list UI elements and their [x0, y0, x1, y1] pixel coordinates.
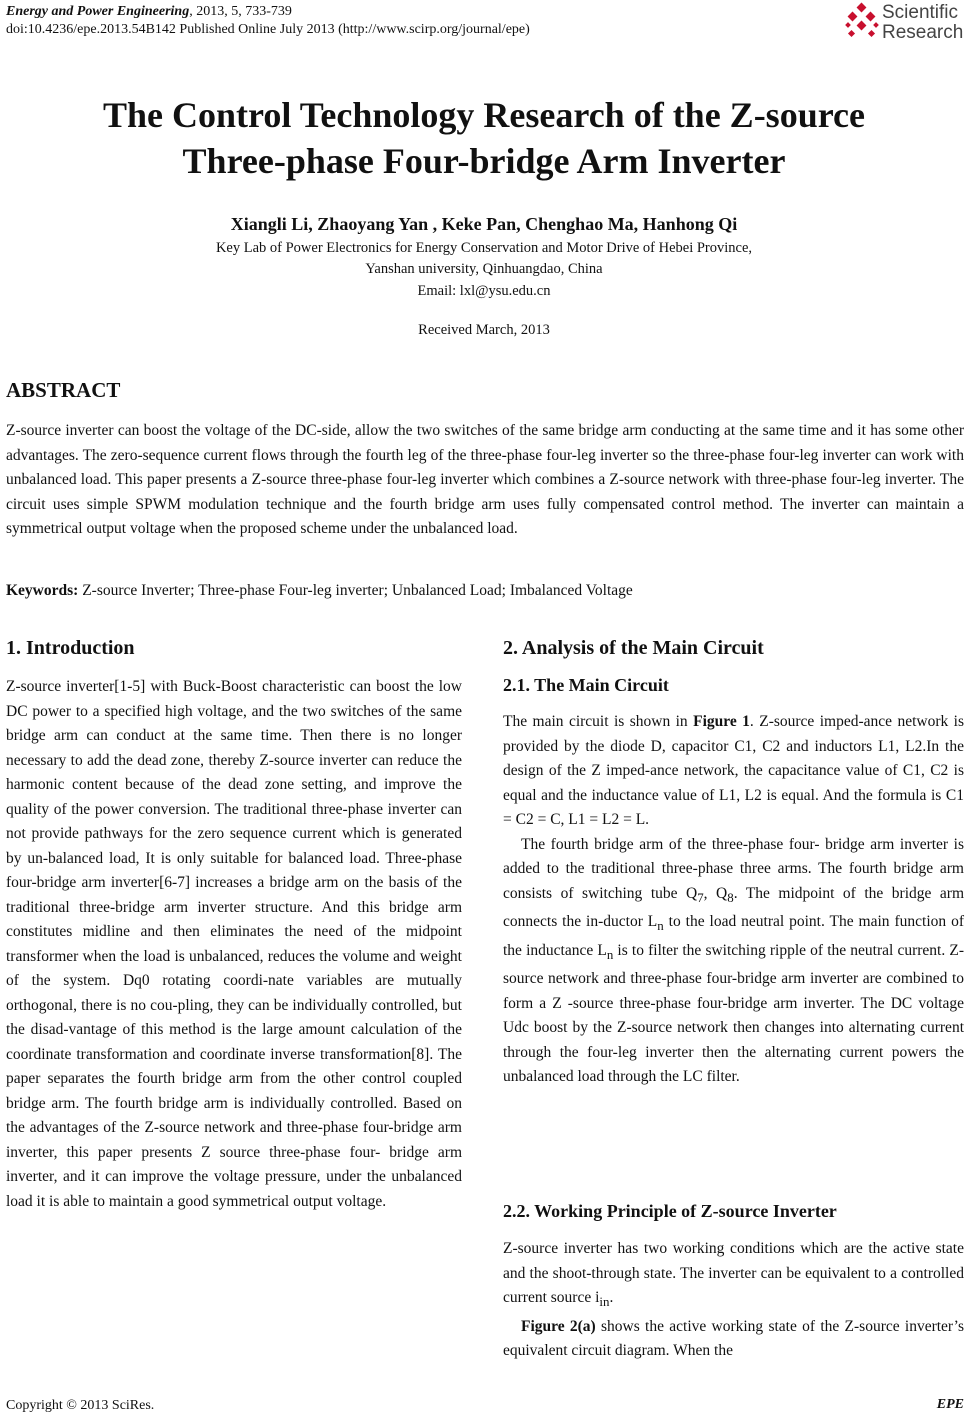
working-principle-body	[503, 1237, 964, 1364]
text-run: , Q	[703, 884, 728, 902]
received-date: Received March, 2013	[418, 322, 550, 338]
keywords-line	[6, 579, 964, 604]
text-run: shows the active working state of the Z-source inverter’s equivalent circuit diagram. When the	[503, 1317, 964, 1360]
subscript: n	[606, 946, 614, 962]
figure-1-ref: Figure 1	[693, 713, 750, 730]
logo-text-line1: Scientific	[882, 2, 959, 23]
text-run: .	[609, 1289, 614, 1306]
subscript: in	[599, 1294, 610, 1310]
subscript: 7	[697, 889, 704, 905]
affiliation-line1: Key Lab of Power Electronics for Energy Conservation and Motor Drive of Hebei Province,	[215, 240, 753, 256]
text-run: is to filter the switching ripple of the neutral current. Z-source network and three-phase four-bridge arm inverter are combined to form a Z -source three-phase four-bridge arm inverter. The DC voltage Udc boost by the Z-source network then changes into alternating current through the four-leg inverter then the alternating current powers the unbalanced load through the LC filter.	[503, 941, 964, 1086]
journal-abbreviation: EPE	[936, 1397, 964, 1412]
journal-citation	[6, 4, 292, 20]
working-principle-paragraph-1	[503, 1237, 964, 1315]
text-run: The fourth bridge arm of the three-phase four- bridge arm inverter is added to the traditional three-phase three arms. The fourth bridge arm consists of switching tube Q	[503, 835, 964, 902]
working-principle-heading: 2.2. Working Principle of Z-source Inverter	[503, 1201, 837, 1221]
paper-title-line1: The Control Technology Research of the Z-source	[103, 95, 865, 135]
journal-name: Energy and Power Engineering	[6, 4, 190, 19]
main-circuit-heading: 2.1. The Main Circuit	[503, 675, 669, 695]
main-circuit-paragraph-2	[503, 833, 964, 1090]
analysis-heading: 2. Analysis of the Main Circuit	[503, 637, 764, 659]
main-circuit-paragraph-1	[503, 710, 964, 833]
figure-2a-ref: Figure 2(a)	[521, 1317, 596, 1335]
abstract-text: Z-source inverter can boost the voltage of the DC-side, allow the two switches of the same bridge arm conducting at the same time and it has some other advantages. The zero-sequence current flows through the fourth leg of the three-phase four-leg inverter so the three-phase four-leg inverter can work with unbalanced load. This paper presents a Z-source three-phase four-leg inverter which combines a Z-source network with three-phase four-leg inverter. The circuit uses simple SPWM modulation technique and the fourth bridge arm uses fully compensated control method. The inverter can maintain a symmetrical output voltage when the proposed scheme under the unbalanced load.	[6, 422, 964, 537]
keywords-text: Z-source Inverter; Three-phase Four-leg inverter; Unbalanced Load; Imbalanced Voltage	[78, 582, 633, 599]
working-principle-paragraph-2	[503, 1315, 964, 1364]
doi-line: doi:10.4236/epe.2013.54B142 Published Online July 2013 (http://www.scirp.org/journal/epe)	[6, 22, 530, 37]
intro-paragraph: Z-source inverter[1-5] with Buck-Boost characteristic can boost the low DC power to a specified high voltage, and the two switches of the same bridge arm can conduct at the same time. Then there is no longer necessary to add the dead zone, thereby Z-source inverter can reduce the harmonic content because of the dead zone setting, and improve the quality of the power conversion. The traditional three-phase inverter can not provide pathways for the zero sequence current which is generated by un-balanced load, It is only suitable for balanced load. Three-phase four-bridge arm inverter[6-7] increases a bridge arm on the basis of the traditional three-bridge arm inverter structure. And this bridge arm constitutes midline and then eliminates the need of the midpoint transformer when the load is unbalanced, reduces the volume and weight of the system. Dq0 rotating coordi-nate variables are mutually orthogonal, there is no cou-pling, they can be individually controlled, but the disad-vantage of this method is the large amount calculation of the coordinate transformation and coordinate inverse transformation[8]. The paper separates the fourth bridge arm from the other control coupled bridge arm. The fourth bridge arm is individually controlled. Based on the advantages of the Z-source network and three-phase four-bridge arm inverter, this paper presents Z source three-phase four- bridge arm inverter, and it can improve the voltage pressure, under the unbalanced load it is able to maintain a good symmetrical output voltage.	[6, 678, 462, 1210]
text-run: Z-source inverter has two working conditions which are the active state and the shoot-through state. The inverter can be equivalent to a controlled current source i	[503, 1240, 964, 1306]
subscript: n	[657, 918, 664, 934]
affiliation-line2: Yanshan university, Qinhuangdao, China	[365, 261, 603, 277]
abstract-heading: ABSTRACT	[6, 378, 121, 402]
text-run: . The midpoint of the bridge arm connects the in-ductor L	[503, 884, 965, 931]
publisher-logo	[844, 2, 964, 46]
keywords-label: Keywords:	[6, 582, 79, 599]
copyright-notice: Copyright © 2013 SciRes.	[6, 1398, 155, 1413]
author-list: Xiangli Li, Zhaoyang Yan , Keke Pan, Chenghao Ma, Hanhong Qi	[230, 214, 738, 234]
paper-title-line2: Three-phase Four-bridge Arm Inverter	[182, 141, 786, 181]
subscript: 8	[727, 889, 734, 905]
text-run: . Z-source imped-ance network is provided by the diode D, capacitor C1, C2 and inductors L1, L2.In the design of the Z imped-ance network, the capacitance value of C1, C2 is equal and the inductance value of L1, L2 is equal. And the formula is C1 = C2 = C, L1 = L2 = L.	[503, 713, 965, 828]
publisher-logo-icon	[844, 2, 880, 42]
logo-text-line2: Research	[882, 22, 964, 43]
author-email: Email: lxl@ysu.edu.cn	[417, 283, 551, 299]
journal-volume: , 2013, 5, 733-739	[189, 4, 292, 19]
intro-heading: 1. Introduction	[6, 637, 135, 659]
text-run: to the load neutral point. The main function of the inductance L	[503, 913, 964, 959]
text-run: The main circuit is shown in	[503, 713, 694, 730]
main-circuit-body	[503, 710, 964, 1090]
paper-title	[0, 92, 968, 184]
